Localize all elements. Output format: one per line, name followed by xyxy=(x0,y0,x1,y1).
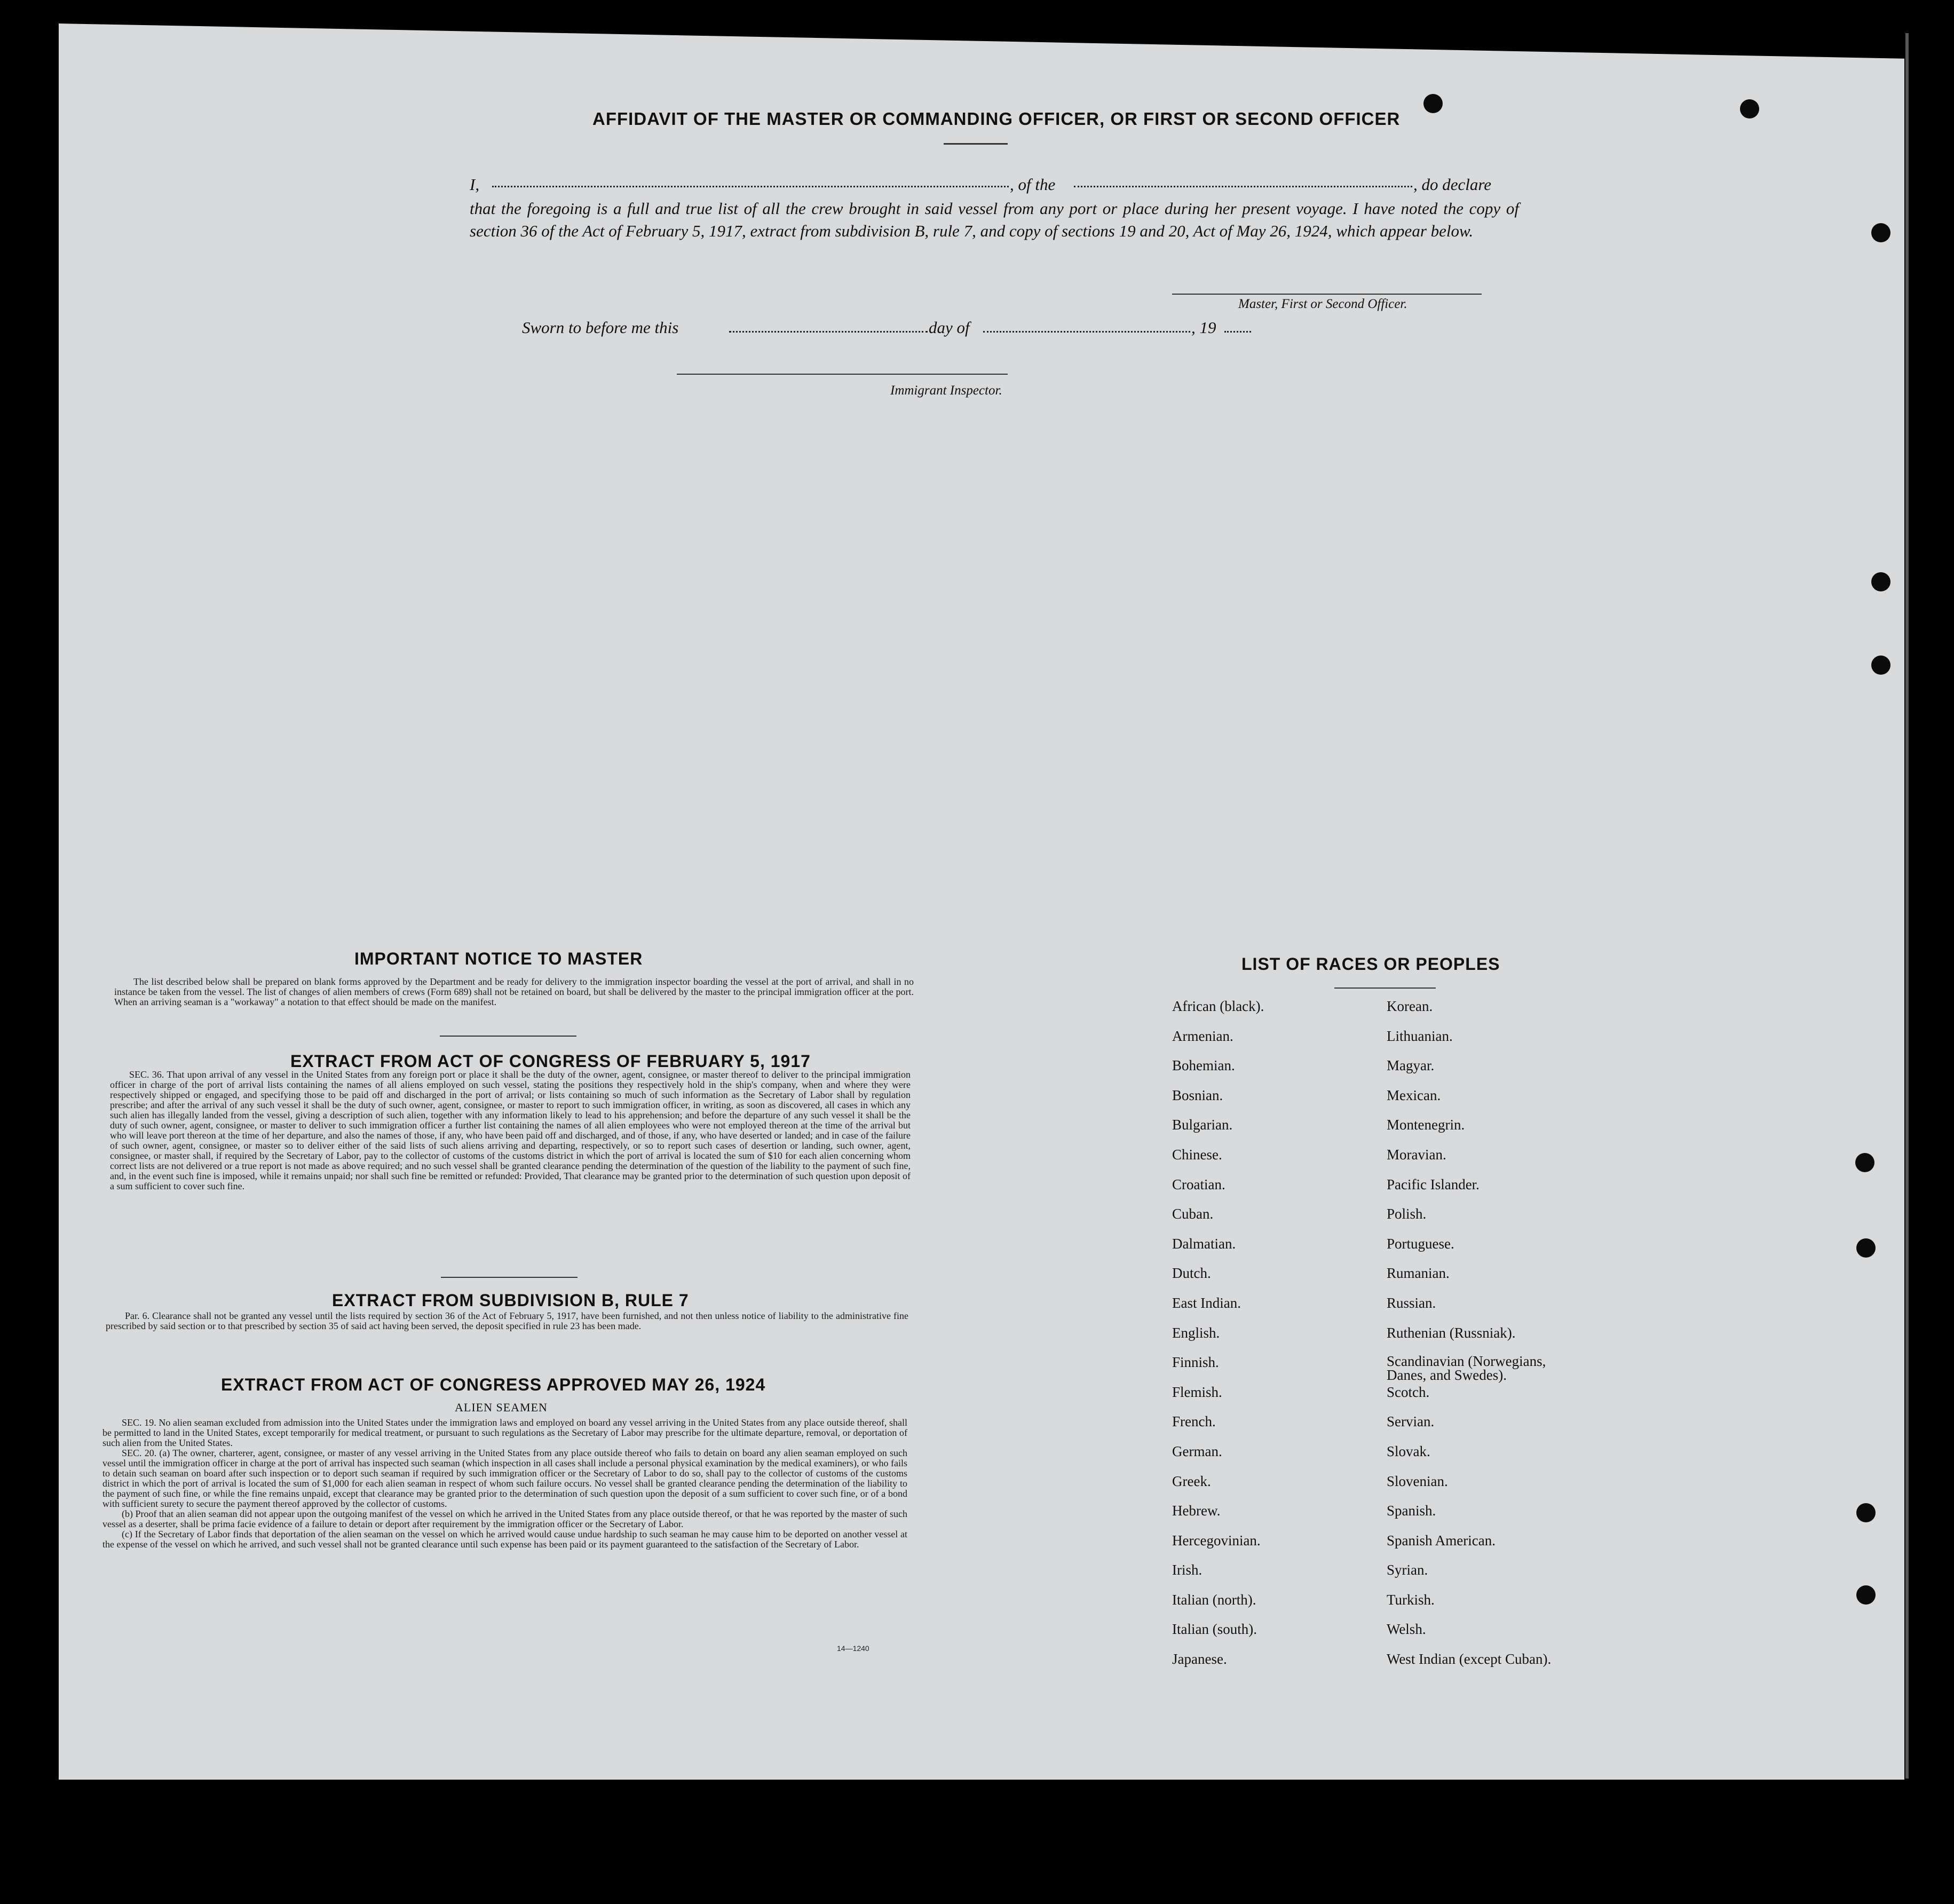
race-item: Pacific Islander. xyxy=(1387,1176,1480,1192)
race-item: Dutch. xyxy=(1172,1265,1211,1282)
par-6-paragraph: Par. 6. Clearance shall not be granted any vessel until the lists required by section 36 of the Act of February 5, 1917, have been furnished, and not then unless notice of liability to the administrative fine prescribed by said section or to that prescribed by section 35 of said act having been served, the deposit specified in rule 23 has been made. xyxy=(106,1310,908,1331)
race-item: German. xyxy=(1172,1443,1222,1459)
races-title: LIST OF RACES OR PEOPLES xyxy=(1241,954,1500,974)
affidavit-body: that the foregoing is a full and true list of all the crew brought in said vessel from any port or place during her present voyage. I have noted the copy of section 36 of the Act of February 5, 1917, extract from subdivision B, rule 7, and copy of sections 19 and 20, Act of May 26, 1924, which appear below. xyxy=(470,199,1519,240)
day-of-label: day of xyxy=(929,318,970,337)
race-item: Portuguese. xyxy=(1387,1235,1454,1252)
punch-hole xyxy=(1856,1238,1876,1258)
notice-title: IMPORTANT NOTICE TO MASTER xyxy=(354,949,643,968)
punch-hole xyxy=(1871,223,1890,242)
races-left-column xyxy=(1172,998,1264,1681)
punch-hole xyxy=(1871,655,1890,675)
master-signature-label: Master, First or Second Officer. xyxy=(1238,297,1407,311)
year-prefix-label: , 19 xyxy=(1191,318,1216,337)
race-item: Scotch. xyxy=(1387,1384,1430,1400)
race-item: Dalmatian. xyxy=(1172,1235,1236,1252)
race-item: Montenegrin. xyxy=(1387,1117,1465,1133)
sec-19-paragraph: SEC. 19. No alien seaman excluded from admission into the United States under the immigration laws and employed on board any vessel arriving in the United States from any place outside thereof, shall be permitted to land in the United States, except temporarily for medical treatment, or pursuant to such regulations as the Secretary of Labor may prescribe for the ultimate departure, removal, or deportation of such alien from the United States. xyxy=(102,1417,907,1448)
race-item: Hebrew. xyxy=(1172,1503,1221,1519)
race-item: Slovak. xyxy=(1387,1443,1430,1459)
race-item: Welsh. xyxy=(1387,1621,1426,1638)
race-item: Spanish American. xyxy=(1387,1532,1496,1549)
sworn-label: Sworn to before me this xyxy=(522,318,679,337)
inspector-signature-line[interactable] xyxy=(677,374,1008,375)
race-item: Chinese. xyxy=(1172,1146,1222,1163)
race-item: Moravian. xyxy=(1387,1146,1446,1163)
race-item: Magyar. xyxy=(1387,1057,1435,1074)
race-item: Finnish. xyxy=(1172,1354,1219,1371)
sec-36-paragraph: SEC. 36. That upon arrival of any vessel in the United States from any foreign port or place it shall be the duty of the owner, agent, consignee, or master thereof to deliver to the principal immigration officer in charge of the port of arrival lists containing the names of all aliens employed on such vessel, stating the positions they respectively hold in the ship's company, when and where they were respectively shipped or engaged, and specifying those to be paid off and discharged in the port of arrival; or lists containing so much of such information as the Secretary of Labor shall by regulation prescribe; and after the arrival of any such vessel it shall be the duty of such owner, agent, consignee, or master to report to such immigration officer, in writing, as soon as discovered, all cases in which any such alien has illegally landed from the vessel, giving a description of such alien, together with any information likely to lead to his apprehension; and before the departure of any such vessel it shall be the duty of such owner, agent, consignee, or master to deliver to such immigration officer a further list containing the names of all alien employees who were not employed thereon at the time of the arrival but who will leave port thereon at the time of her departure, and also the names of those, if any, who have been paid off and discharged, and of those, if any, who have deserted or landed; and in case of the failure of such owner, agent, consignee, or master so to deliver either of the said lists of such aliens arriving and departing, respectively, or so to report such cases of desertion or landing, such owner, agent, consignee, or master shall, if required by the Secretary of Labor, pay to the collector of customs of the customs district in which the port of arrival is located the sum of $10 for each alien concerning whom correct lists are not delivered or a true report is not made as above required; and no such vessel shall be granted clearance pending the determination of the question of the liability to the payment of such fine, and, in the event such fine is imposed, while it remains unpaid; nor shall such fine be remitted or refunded: Provided, That clearance may be granted prior to the determination of such question upon deposit of a sum sufficient to cover such fine. xyxy=(110,1069,911,1191)
race-item: African (black). xyxy=(1172,998,1264,1014)
punch-hole xyxy=(1856,1585,1876,1605)
inspector-label: Immigrant Inspector. xyxy=(890,383,1002,398)
race-item: Italian (north). xyxy=(1172,1591,1256,1608)
sec-20c-paragraph: (c) If the Secretary of Labor finds that deportation of the alien seaman on the vessel on which he arrived would cause undue hardship to such seaman he may cause him to be deported on another vessel at the expense of the vessel on which he arrived, and such vessel shall not be granted clearance until such expense has been paid or its payment guaranteed to the satisfaction of the Secretary of Labor. xyxy=(102,1529,907,1550)
of-the-label: , of the xyxy=(1010,175,1056,194)
race-item: Scandinavian (Norwegians, Danes, and Swedes). xyxy=(1387,1353,1546,1384)
extract-1917-title: EXTRACT FROM ACT OF CONGRESS OF FEBRUARY 5, 1917 xyxy=(290,1052,811,1071)
race-item: Polish. xyxy=(1387,1206,1427,1222)
title-rule xyxy=(944,143,1008,145)
race-item: Irish. xyxy=(1172,1562,1203,1578)
sworn-day-field[interactable] xyxy=(729,331,928,333)
vessel-name-field[interactable] xyxy=(1074,186,1412,187)
form-number: 14—1240 xyxy=(837,1644,869,1653)
punch-hole xyxy=(1856,1503,1876,1522)
master-signature-line[interactable] xyxy=(1172,294,1482,295)
race-item: Russian. xyxy=(1387,1294,1436,1311)
race-item: Korean. xyxy=(1387,998,1433,1014)
race-item: Greek. xyxy=(1172,1473,1211,1489)
declarant-label: I, xyxy=(470,175,480,194)
races-title-rule xyxy=(1334,987,1436,989)
punch-hole xyxy=(1423,94,1443,113)
race-item: Syrian. xyxy=(1387,1562,1428,1578)
race-item: Italian (south). xyxy=(1172,1621,1257,1638)
sworn-year-field[interactable] xyxy=(1224,331,1251,333)
race-item: Hercegovinian. xyxy=(1172,1532,1261,1549)
race-item: Mexican. xyxy=(1387,1087,1441,1103)
sworn-month-field[interactable] xyxy=(983,331,1190,333)
races-right-column xyxy=(1387,998,1568,1681)
notice-paragraph: The list described below shall be prepared on blank forms approved by the Department and be ready for delivery to the immigration inspector boarding the vessel at the port of arrival, and shall in no instance be taken from the vessel. The list of changes of alien members of crews (Form 689) shall not be retained on board, but shall be delivered by the master to the principal immigration officer at the port. When an arriving seaman is a "workaway" a notation to that effect should be made on the manifest. xyxy=(114,976,914,1007)
race-item: Armenian. xyxy=(1172,1028,1233,1044)
race-item: Japanese. xyxy=(1172,1651,1227,1668)
alien-seamen-subtitle: ALIEN SEAMEN xyxy=(455,1401,548,1414)
race-item: East Indian. xyxy=(1172,1294,1241,1311)
race-item: Bosnian. xyxy=(1172,1087,1223,1103)
extract-rule7-text xyxy=(106,1311,908,1331)
race-item: Cuban. xyxy=(1172,1206,1214,1222)
do-declare-label: , do declare xyxy=(1413,175,1492,194)
race-item: Servian. xyxy=(1387,1413,1435,1430)
extract-1917-text xyxy=(110,1070,911,1191)
scan-edge xyxy=(1905,33,1909,1779)
race-item: Rumanian. xyxy=(1387,1265,1450,1282)
race-item: Croatian. xyxy=(1172,1176,1225,1192)
race-item: Ruthenian (Russniak). xyxy=(1387,1324,1516,1341)
race-item: French. xyxy=(1172,1413,1216,1430)
declarant-name-field[interactable] xyxy=(492,186,1009,187)
punch-hole xyxy=(1740,99,1759,118)
section-rule xyxy=(441,1277,578,1278)
race-item: Spanish. xyxy=(1387,1503,1436,1519)
notice-text xyxy=(114,977,914,1007)
extract-1924-title: EXTRACT FROM ACT OF CONGRESS APPROVED MAY 26, 1924 xyxy=(221,1375,766,1394)
race-item: West Indian (except Cuban). xyxy=(1387,1651,1552,1668)
race-item: Flemish. xyxy=(1172,1384,1222,1400)
punch-hole xyxy=(1855,1153,1874,1172)
punch-hole xyxy=(1871,572,1890,591)
race-item: Turkish. xyxy=(1387,1591,1435,1608)
extract-rule7-title: EXTRACT FROM SUBDIVISION B, RULE 7 xyxy=(332,1291,689,1310)
race-item: English. xyxy=(1172,1324,1220,1341)
sec-20b-paragraph: (b) Proof that an alien seaman did not appear upon the outgoing manifest of the vessel on which he arrived in the United States from any place outside thereof, or that he was reported by the master of such vessel as a deserter, shall be prima facie evidence of a failure to detain or deport after requirement by the immigration officer or the Secretary of Labor. xyxy=(102,1508,907,1529)
affidavit-title: AFFIDAVIT OF THE MASTER OR COMMANDING OFFICER, OR FIRST OR SECOND OFFICER xyxy=(592,109,1401,129)
race-item: Bohemian. xyxy=(1172,1057,1235,1074)
race-item: Lithuanian. xyxy=(1387,1028,1453,1044)
race-item: Slovenian. xyxy=(1387,1473,1448,1489)
sec-20a-paragraph: SEC. 20. (a) The owner, charterer, agent, consignee, or master of any vessel arriving in the United States from any place outside thereof who fails to detain on board any alien seaman employed on such vessel until the immigration officer in charge at the port of arrival has inspected such seaman (which inspection in all cases shall include a personal physical examination by the medical examiners), or who fails to detain such seaman on board after such inspection or to deport such seaman if required by such immigration officer or the Secretary of Labor to do so, shall pay to the collector of customs of the customs district in which the port of arrival is located the sum of $1,000 for each alien seaman in respect of whom such failure occurs. No vessel shall be granted clearance pending the determination of the liability to the payment of such fine, or while the fine remains unpaid, except that clearance may be granted prior to the determination of such question upon the deposit of a sum sufficient to cover such fine, or of a bond with sufficient surety to secure the payment thereof approved by the collector of customs. xyxy=(102,1448,907,1509)
race-item: Bulgarian. xyxy=(1172,1117,1233,1133)
extract-1924-text xyxy=(102,1418,907,1550)
section-rule xyxy=(440,1036,576,1037)
